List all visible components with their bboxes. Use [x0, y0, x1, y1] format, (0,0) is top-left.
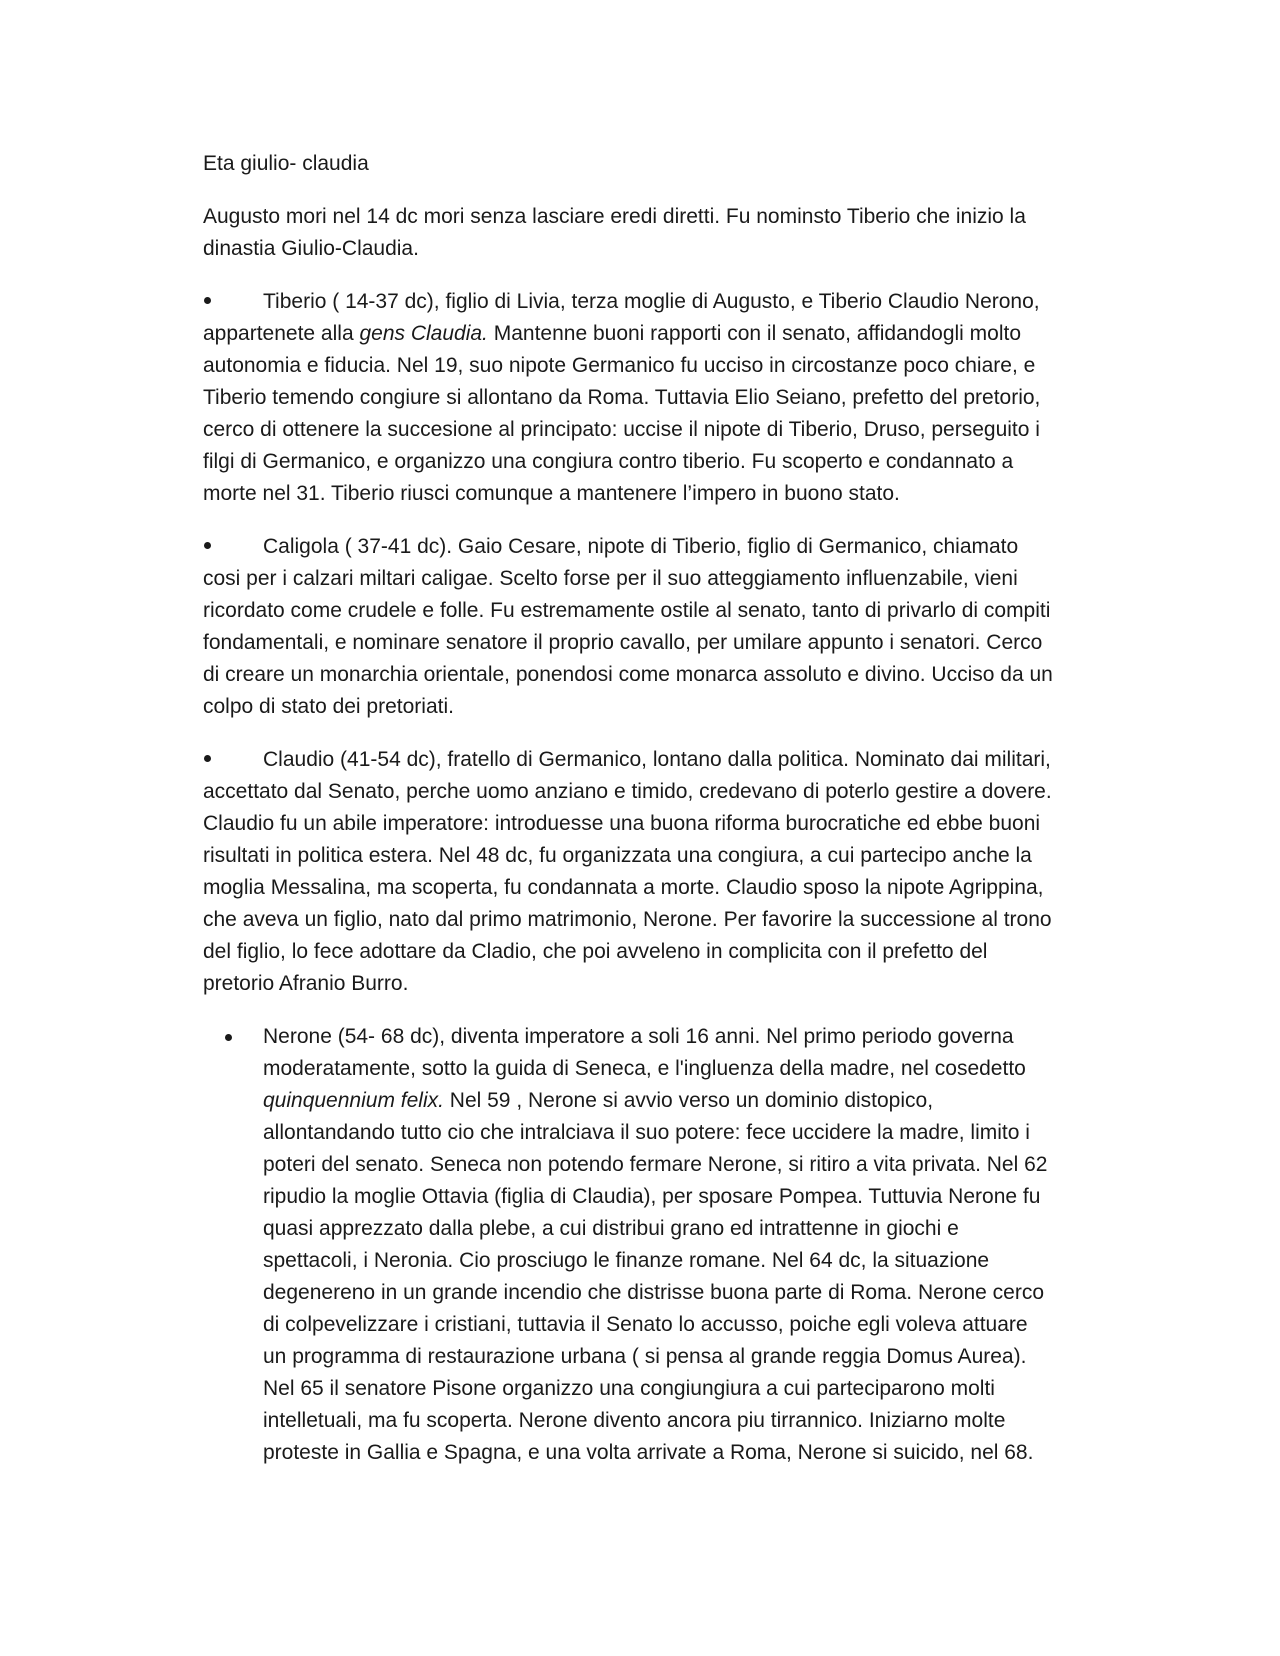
caligola-text: Caligola ( 37-41 dc). Gaio Cesare, nipote di Tiberio, figlio di Germanico, chiamato cosi per i calzari miltari caligae. Scelto forse per il suo atteggiamento influenzabile, vieni ricordato come crudele e folle. Fu estremamente ostile al senato, tanto di privarlo di compiti fondamentali, e nominare senatore il proprio cavallo, per umilare appunto i senatori. Cerco di creare un monarchia orientale, ponendosi come monarca assoluto e divino. Ucciso da un colpo di stato dei pretoriati. — [203, 535, 1053, 718]
tiberio-italic: gens Claudia. — [359, 322, 488, 345]
intro-paragraph: Augusto mori nel 14 dc mori senza lasciare eredi diretti. Fu nominsto Tiberio che inizio la dinastia Giulio-Claudia. — [203, 205, 1026, 260]
list-item-caligola — [203, 531, 1053, 723]
claudio-text: Claudio (41-54 dc), fratello di Germanico, lontano dalla politica. Nominato dai militari, accettato dal Senato, perche uomo anziano e timido, credevano di poterlo gestire a dovere. Claudio fu un abile imperatore: introduesse una buona riforma burocratiche ed ebbe buoni risultati in politica estera. Nel 48 dc, fu organizzata una congiura, a cui partecipo anche la moglia Messalina, ma scoperta, fu condannata a morte. Claudio sposo la nipote Agrippina, che aveva un figlio, nato dal primo matrimonio, Nerone. Per favorire la successione al trono del figlio, lo fece adottare da Cladio, che poi avveleno in complicita con il prefetto del pretorio Afranio Burro. — [203, 748, 1052, 995]
nerone-text-start: Nerone (54- 68 dc), diventa imperatore a soli 16 anni. Nel primo periodo governa moderatamente, sotto la guida di Seneca, e l'ingluenza della madre, nel cosedetto — [263, 1025, 1026, 1080]
document-title: Eta giulio- claudia — [203, 152, 369, 175]
list-item-nerone — [203, 1021, 1053, 1469]
tiberio-text-end: Mantenne buoni rapporti con il senato, affidandogli molto autonomia e fiducia. Nel 19, suo nipote Germanico fu ucciso in circostanze poco chiare, e Tiberio temendo congiure si allontano da Roma. Tuttavia Elio Seiano, prefetto del pretorio, cerco di ottenere la succesione al principato: uccise il nipote di Tiberio, Druso, perseguito i filgi di Germanico, e organizzo una congiura contro tiberio. Fu scoperto e condannato a morte nel 31. Tiberio riusci comunque a mantenere l’impero in buono stato. — [203, 322, 1041, 505]
tiberio-text-start: Tiberio ( 14-37 dc), figlio di Livia, terza moglie di Augusto, e Tiberio Claudio Nerono, appartenete alla — [203, 290, 1040, 345]
document-page — [203, 148, 1053, 1490]
bullet-icon — [225, 1034, 232, 1041]
list-item-claudio — [203, 744, 1053, 1000]
nerone-text-end: Nel 59 , Nerone si avvio verso un dominio distopico, allontandando tutto cio che intralciava il suo potere: fece uccidere la madre, limito i poteri del senato. Seneca non potendo fermare Nerone, si ritiro a vita privata. Nel 62 ripudio la moglie Ottavia (figlia di Claudia), per sposare Pompea. Tuttuvia Nerone fu quasi apprezzato dalla plebe, a cui distribui grano ed intrattenne in giochi e spettacoli, i Neronia. Cio prosciugo le finanze romane. Nel 64 dc, la situazione degenereno in un grande incendio che distrisse buona parte di Roma. Nerone cerco di colpevelizzare i cristiani, tuttavia il Senato lo accusso, poiche egli voleva attuare un programma di restaurazione urbana ( si pensa al grande reggia Domus Aurea). Nel 65 il senatore Pisone organizzo una congiungiura a cui parteciparono molti intelletuali, ma fu scoperta. Nerone divento ancora piu tirrannico. Iniziarno molte proteste in Gallia e Spagna, e una volta arrivate a Roma, Nerone si suicido, nel 68. — [263, 1089, 1048, 1464]
nerone-italic: quinquennium felix. — [263, 1089, 444, 1112]
list-item-tiberio — [203, 286, 1053, 510]
